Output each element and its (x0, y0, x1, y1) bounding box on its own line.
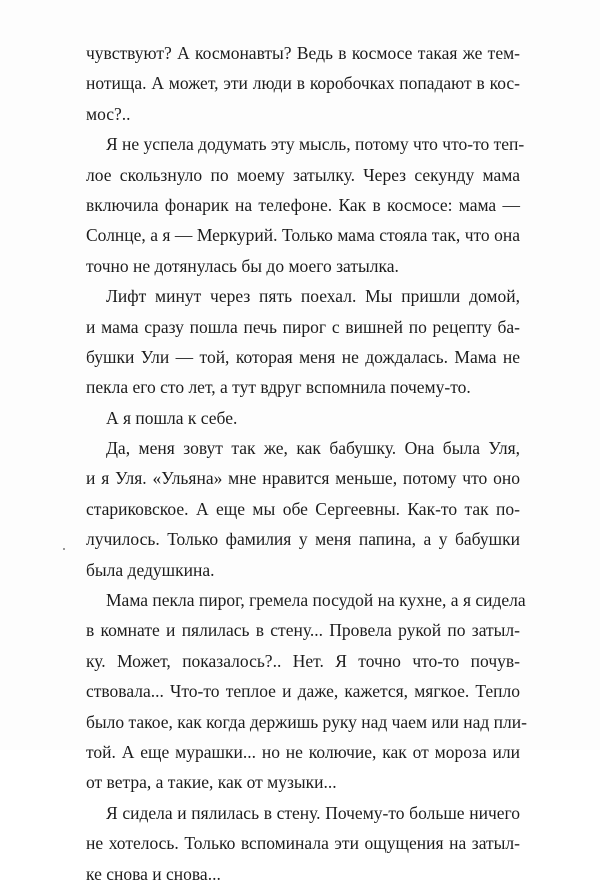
paragraph (86, 38, 520, 129)
text-line: было такое, как когда держишь руку над чаем или над пли- (86, 711, 527, 732)
text-line: нотища. А может, эти люди в коробочках попадают в кос- (86, 73, 520, 94)
text-line: пекла его сто лет, а тут вдруг вспомнила почему-то. (86, 377, 471, 398)
text-line: лучилось. Только фамилия у меня папина, а у бабушки (86, 529, 520, 550)
text-line: Лифт минут через пять поехал. Мы пришли домой, (106, 286, 520, 307)
text-line: была дедушкина. (86, 559, 215, 580)
paragraph (86, 585, 527, 798)
text-line: ке снова и снова... (86, 863, 221, 884)
text-line: стариковское. А еще мы обе Сергеевны. Как-то так по- (86, 498, 520, 519)
text-line: бушки Ули — той, которая меня не дождалась. Мама не (86, 346, 520, 367)
text-line: точно не дотянулась бы до моего затылка. (86, 255, 399, 276)
text-line: и я Уля. «Ульяна» мне нравится меньше, потому что оно (86, 468, 520, 489)
text-line: чувствуют? А космонавты? Ведь в космосе такая же тем- (86, 43, 520, 63)
text-line: Мама пекла пирог, гремела посудой на кухне, а я сидела (106, 590, 526, 611)
paragraph (86, 433, 520, 585)
text-line: лое скользнуло по моему затылку. Через секунду мама (86, 164, 520, 185)
paragraph (86, 403, 520, 433)
text-line: и мама сразу пошла печь пирог с вишней по рецепту ба- (86, 316, 520, 337)
text-line: той. А еще мурашки... но не колючие, как от мороза или (86, 741, 520, 762)
text-line: не хотелось. Только вспоминала эти ощущения на затыл- (86, 833, 520, 854)
text-line: А я пошла к себе. (106, 407, 238, 428)
text-line: ствовала... Что-то теплое и даже, кажется, мягкое. Тепло (86, 681, 520, 702)
text-line: Да, меня зовут так же, как бабушку. Она была Уля, (106, 438, 520, 459)
paragraph (86, 798, 520, 889)
text-line: Я сидела и пялилась в стену. Почему-то больше ничего (106, 802, 520, 823)
paragraph (86, 129, 525, 281)
text-line: в комнате и пялилась в стену... Провела рукой по затыл- (86, 620, 520, 641)
text-line: Я не успела додумать эту мысль, потому что что-то теп- (106, 134, 525, 155)
text-line: включила фонарик на телефоне. Как в космосе: мама — (86, 194, 520, 215)
body-text (86, 38, 527, 889)
text-line: мос?.. (86, 103, 131, 124)
scan-speck (63, 548, 65, 550)
text-line: от ветра, а такие, как от музыки... (86, 772, 337, 793)
paragraph (86, 281, 520, 403)
text-line: Солнце, а я — Меркурий. Только мама стояла так, что она (86, 225, 520, 246)
text-line: ку. Может, показалось?.. Нет. Я точно что-то почув- (86, 650, 520, 671)
